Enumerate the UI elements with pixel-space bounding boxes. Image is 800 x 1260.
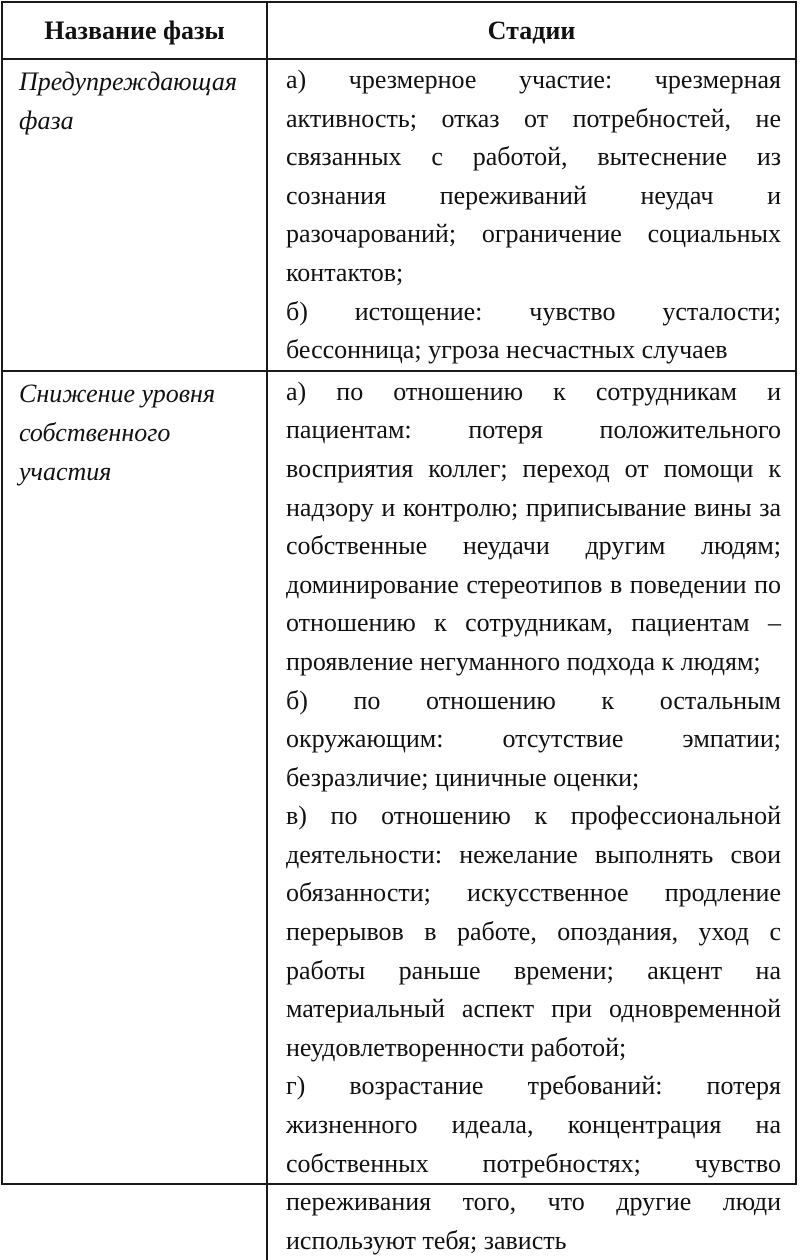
- header-stages: Стадии: [267, 3, 795, 59]
- table-row: [3, 371, 795, 1260]
- stage-item: б) по отношению к остальным окружающим: отсутствие эмпатии; безразличие; циничные оценки;: [286, 685, 781, 792]
- phase-name: Предупреждающая фаза: [3, 59, 267, 371]
- stage-item: в) по отношению к профессиональной деятельности: нежелание выполнять свои обязанности; искусственное продление перерывов в работе, опоздания, уход с работы раньше времени; акцент на материальный аспект при одновременной неудовлетворенности работой;: [286, 801, 781, 1062]
- stage-item: а) чрезмерное участие: чрезмерная активность; отказ от потребностей, не связанных с работой, вытеснение из сознания переживаний неудач и разочарований; ограничение социальных контактов;: [286, 65, 781, 287]
- stage-item: а) по отношению к сотрудникам и пациентам: потеря положительного восприятия коллег; переход от помощи к надзору и контролю; приписывание вины за собственные неудачи другим людям; доминирование стереотипов в поведении по отношению к сотрудникам, пациентам – проявление негуманного подхода к людям;: [286, 376, 781, 676]
- phases-table: [3, 3, 795, 1260]
- table-header-row: [3, 3, 795, 59]
- stage-item: г) возрастание требований: потеря жизненного идеала, концентрация на собственных потребностях; чувство переживания того, что другие люди используют тебя; зависть: [286, 1071, 781, 1255]
- phase-name: Снижение уровня собственного участия: [3, 371, 267, 1260]
- phase-stages: [267, 59, 795, 371]
- phases-table-frame: [1, 1, 797, 1255]
- header-phase-name: Название фазы: [3, 3, 267, 59]
- stage-item: б) истощение: чувство усталости; бессонница; угроза несчастных случаев: [286, 296, 781, 365]
- phase-stages: [267, 371, 795, 1260]
- table-row: [3, 59, 795, 371]
